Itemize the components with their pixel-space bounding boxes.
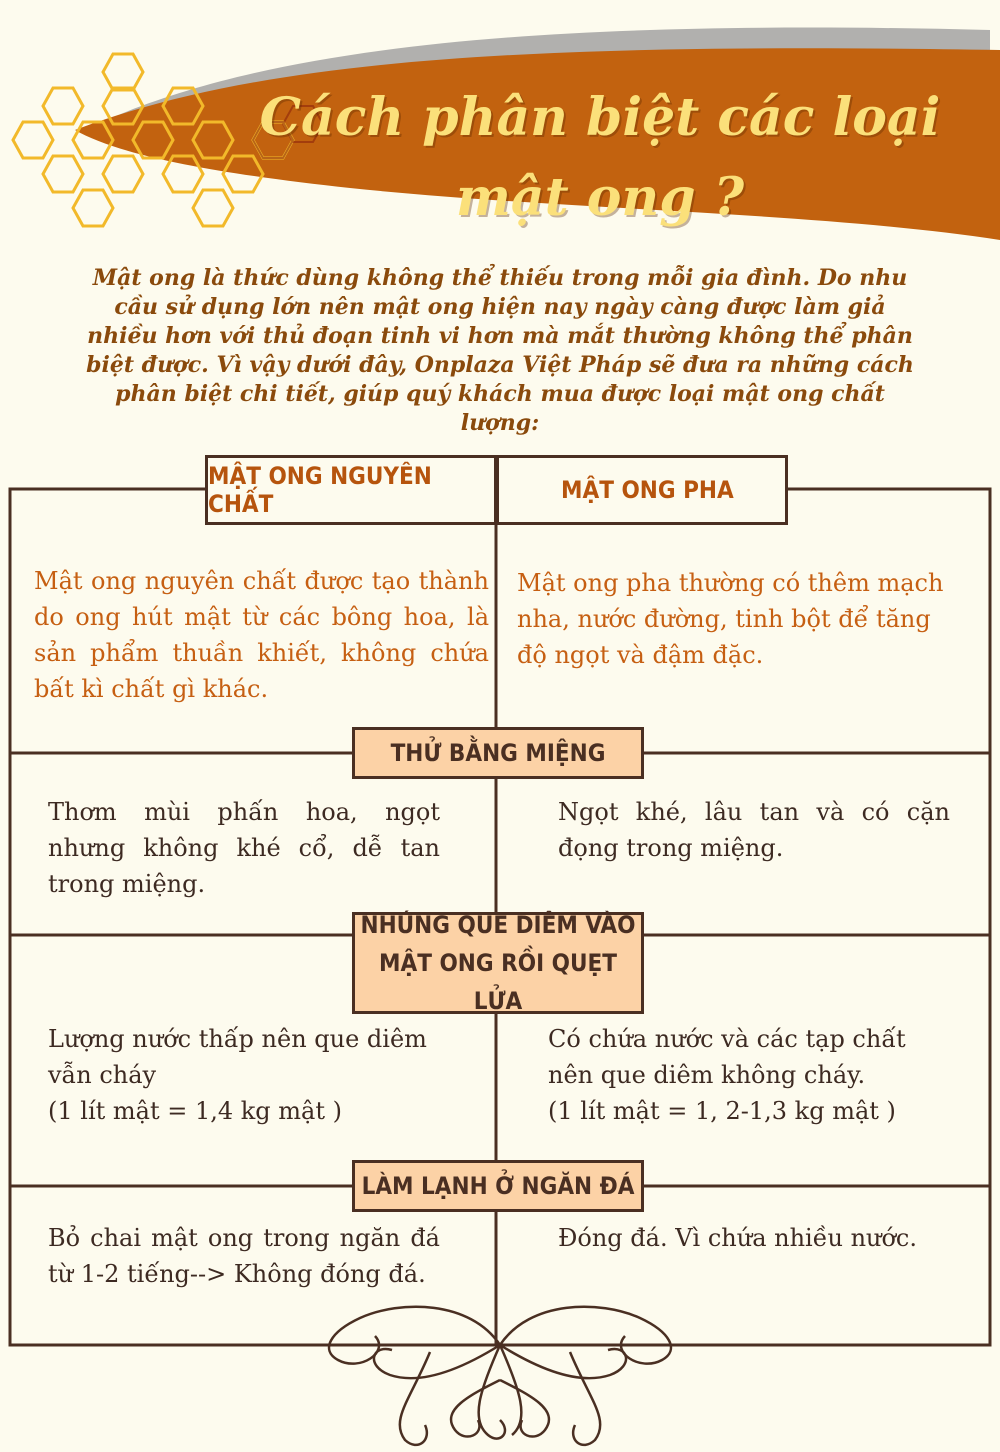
match-test-mixed	[548, 1021, 948, 1129]
definition-mixed: Mật ong pha thường có thêm mạch nha, nước đường, tinh bột để tăng độ ngọt và đậm đặc.	[517, 569, 944, 669]
page-title-line-2: mật ong ?	[455, 167, 745, 228]
column-header-mixed-honey: MẬT ONG PHA	[496, 455, 788, 525]
match-test-mixed-text: Có chứa nước và các tạp chất nên que diêm không cháy.	[548, 1025, 906, 1089]
match-test-title-line-2: MẬT ONG RỒI QUẸT LỬA	[379, 949, 617, 1015]
section-title-match-test	[352, 912, 644, 1014]
page-title-line-1: Cách phân biệt các loại	[259, 87, 941, 148]
section-title-taste-test: THỬ BẰNG MIỆNG	[352, 727, 644, 779]
freezer-test-mixed: Đóng đá. Vì chứa nhiều nước.	[558, 1224, 918, 1252]
flourish-ornament-icon	[329, 1307, 671, 1445]
match-test-pure-text: Lượng nước thấp nên que diêm vẫn cháy	[48, 1025, 427, 1089]
definition-pure: Mật ong nguyên chất được tạo thành do ong hút mật từ các bông hoa, là sản phẩm thuần khiết, không chứa bất kì chất gì khác.	[34, 567, 489, 703]
taste-test-pure: Thơm mùi phấn hoa, ngọt nhưng không khé cổ, dễ tan trong miệng.	[48, 798, 440, 898]
match-test-title-line-1: NHÚNG QUE DIÊM VÀO	[360, 911, 636, 939]
match-test-pure	[48, 1021, 440, 1129]
freezer-test-pure: Bỏ chai mật ong trong ngăn đá từ 1-2 tiếng--> Không đóng đá.	[48, 1224, 440, 1288]
intro-paragraph: Mật ong là thức dùng không thể thiếu trong mỗi gia đình. Do nhu cầu sử dụng lớn nên mật ong hiện nay ngày càng được làm giả nhiều hơn với thủ đoạn tinh vi hơn mà mắt thường không thể phân biệt được. Vì vậy dưới đây, Onplaza Việt Pháp sẽ đưa ra những cách phân biệt chi tiết, giúp quý khách mua được loại mật ong chất lượng:	[86, 265, 914, 436]
taste-test-mixed: Ngọt khé, lâu tan và có cặn đọng trong miệng.	[558, 798, 950, 862]
match-test-mixed-ratio: (1 lít mật = 1, 2-1,3 kg mật )	[548, 1097, 896, 1125]
column-header-pure-honey: MẬT ONG NGUYÊN CHẤT	[205, 455, 497, 525]
match-test-pure-ratio: (1 lít mật = 1,4 kg mật )	[48, 1097, 342, 1125]
section-title-freezer-test: LÀM LẠNH Ở NGĂN ĐÁ	[352, 1160, 644, 1212]
page-title	[250, 78, 950, 238]
